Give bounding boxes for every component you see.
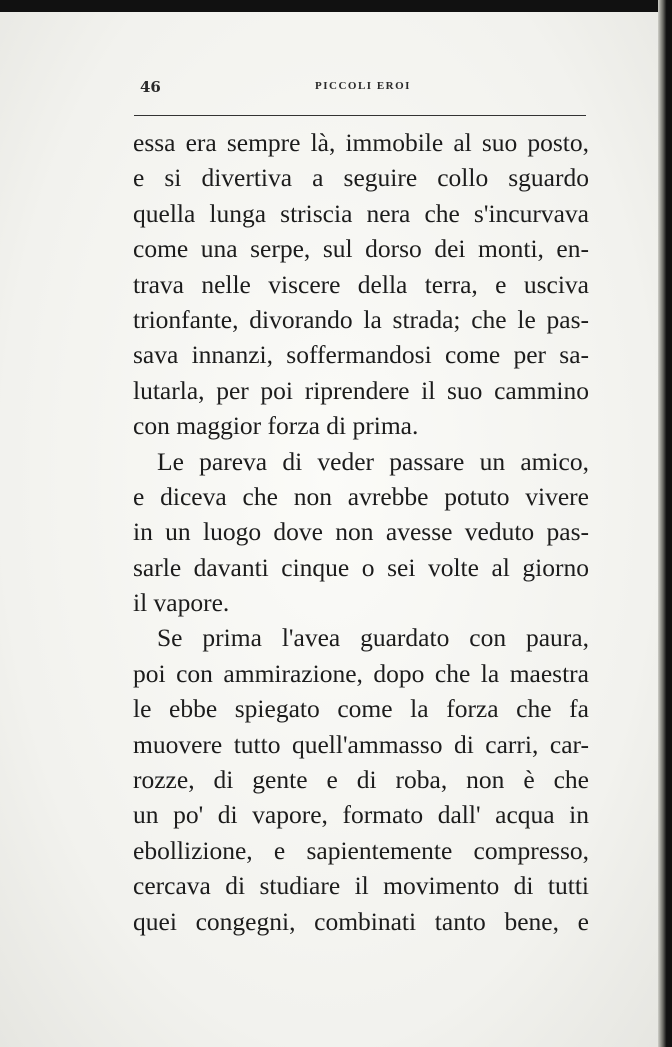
text-line: quei congegni, combinati tanto bene, e: [133, 906, 589, 936]
body-text: [133, 125, 589, 939]
text-line: sava innanzi, soffermandosi come per sa-: [133, 340, 589, 370]
text-line: in un luogo dove non avesse veduto pas-: [133, 517, 589, 547]
text-line: le ebbe spiegato come la forza che fa: [133, 694, 589, 724]
text-line: un po' di vapore, formato dall' acqua in: [133, 800, 589, 830]
text-line: lutarla, per poi riprendere il suo cammino: [133, 375, 589, 405]
text-line: sarle davanti cinque o sei volte al giorno: [133, 552, 589, 582]
text-line: muovere tutto quell'ammasso di carri, car-: [133, 729, 589, 759]
running-title: PICCOLI EROI: [315, 80, 411, 92]
text-line: trava nelle viscere della terra, e usciva: [133, 269, 589, 299]
paragraph-start-line: Le pareva di veder passare un amico,: [157, 446, 589, 476]
text-line: quella lunga striscia nera che s'incurvava: [133, 198, 589, 228]
text-line: il vapore.: [133, 588, 230, 618]
text-line: come una serpe, sul dorso dei monti, en-: [133, 234, 589, 264]
paragraph-start-line: Se prima l'avea guardato con paura,: [157, 623, 589, 653]
text-line: trionfante, divorando la strada; che le pas-: [133, 304, 589, 334]
text-line: ebollizione, e sapientemente compresso,: [133, 835, 589, 865]
scan-border-top: [0, 0, 672, 12]
text-line: con maggior forza di prima.: [133, 411, 419, 441]
text-line: essa era sempre là, immobile al suo posto,: [133, 128, 589, 157]
page-header: [133, 78, 586, 104]
text-line: e diceva che non avrebbe potuto vivere: [133, 481, 589, 511]
text-line: rozze, di gente e di roba, non è che: [133, 765, 589, 795]
scan-border-right: [658, 0, 672, 1047]
text-line: poi con ammirazione, dopo che la maestra: [133, 658, 589, 688]
text-line: e si divertiva a seguire collo sguardo: [133, 163, 589, 193]
text-line: cercava di studiare il movimento di tutti: [133, 871, 589, 901]
header-rule: [134, 115, 586, 116]
page-number: 46: [140, 78, 161, 96]
